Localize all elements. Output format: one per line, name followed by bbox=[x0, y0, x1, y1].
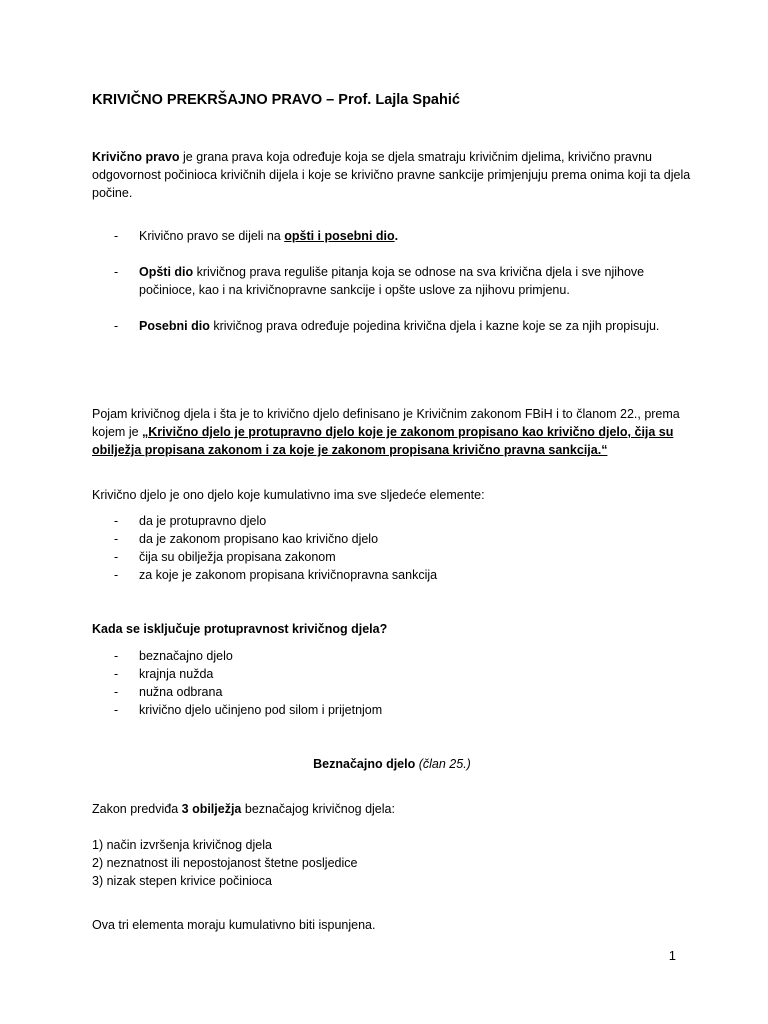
intro-paragraph bbox=[92, 148, 692, 202]
list-item: - krivično djelo učinjeno pod silom i prijetnjom bbox=[92, 701, 692, 719]
list-item bbox=[92, 263, 692, 299]
list-item: - beznačajno djelo bbox=[92, 647, 692, 665]
list-item: 2) neznatnost ili nepostojanost štetne posljedice bbox=[92, 856, 358, 870]
list-item bbox=[92, 317, 692, 335]
list-item: - čija su obilježja propisana zakonom bbox=[92, 548, 692, 566]
list-item: 3) nizak stepen krivice počinioca bbox=[92, 874, 272, 888]
lead-text: beznačajog krivičnog djela: bbox=[241, 802, 395, 816]
division-emphasis: opšti i posebni dio bbox=[284, 229, 395, 243]
division-text: Krivično pravo se dijeli na bbox=[139, 229, 285, 243]
page-number: 1 bbox=[668, 948, 676, 963]
section-lead bbox=[92, 800, 692, 818]
list-item: - da je protupravno djelo bbox=[92, 512, 692, 530]
definition-text: Pojam krivičnog djela i šta je to krivično djelo definisano je Krivičnim zakonom FBiH i to članom 22., prema kojem je bbox=[92, 407, 680, 439]
division-text: krivičnog prava reguliše pitanja koja se odnose na sva krivična djela i sve njihove počinioce, kao i na krivičnopravne sankcije i opšte uslove za njihovu primjenu. bbox=[139, 265, 645, 297]
intro-lead: Krivično pravo bbox=[92, 150, 180, 164]
list-item: 1) način izvršenja krivičnog djela bbox=[92, 838, 272, 852]
division-term: Opšti dio bbox=[139, 265, 194, 279]
definition-paragraph bbox=[92, 405, 692, 459]
section-points bbox=[92, 836, 692, 890]
definition-quote: „Krivično djelo je protupravno djelo koje je zakonom propisano kao krivično djelo, čija su obilježja propisana zakonom i za koje je zakonom propisana krivično pravna sankcija.“ bbox=[92, 425, 674, 457]
list-item: - da je zakonom propisano kao krivično djelo bbox=[92, 530, 692, 548]
section-heading-text: Beznačajno djelo bbox=[313, 757, 416, 771]
division-term: Posebni dio bbox=[139, 319, 210, 333]
elements-intro: Krivično djelo je ono djelo koje kumulativno ima sve sljedeće elemente: bbox=[92, 488, 485, 502]
lead-text: Zakon predviđa bbox=[92, 802, 182, 816]
elements-list bbox=[92, 512, 692, 584]
lead-emphasis: 3 obilježja bbox=[181, 802, 242, 816]
list-item: - za koje je zakonom propisana krivičnopravna sankcija bbox=[92, 566, 692, 584]
list-item: - nužna odbrana bbox=[92, 683, 692, 701]
intro-text: je grana prava koja određuje koja se djela smatraju krivičnim djelima, krivično pravnu odgovornost počinioca krivičnih dijela i koje se krivično pravne sankcije primjenjuju prema onima koji ta djela počine. bbox=[92, 150, 691, 200]
section-closing: Ova tri elementa moraju kumulativno biti ispunjena. bbox=[92, 918, 376, 932]
exclusion-question: Kada se isključuje protupravnost krivičnog djela? bbox=[92, 622, 388, 636]
exclusion-list bbox=[92, 647, 692, 719]
section-reference: (član 25.) bbox=[418, 757, 471, 771]
document-title: KRIVIČNO PREKRŠAJNO PRAVO – Prof. Lajla Spahić bbox=[92, 92, 460, 108]
division-text: krivičnog prava određuje pojedina krivična djela i kazne koje se za njih propisuju. bbox=[209, 319, 660, 333]
division-text: . bbox=[394, 229, 399, 243]
section-heading bbox=[92, 755, 692, 773]
divisions-list bbox=[92, 227, 692, 335]
list-item bbox=[92, 227, 692, 245]
list-item: - krajnja nužda bbox=[92, 665, 692, 683]
